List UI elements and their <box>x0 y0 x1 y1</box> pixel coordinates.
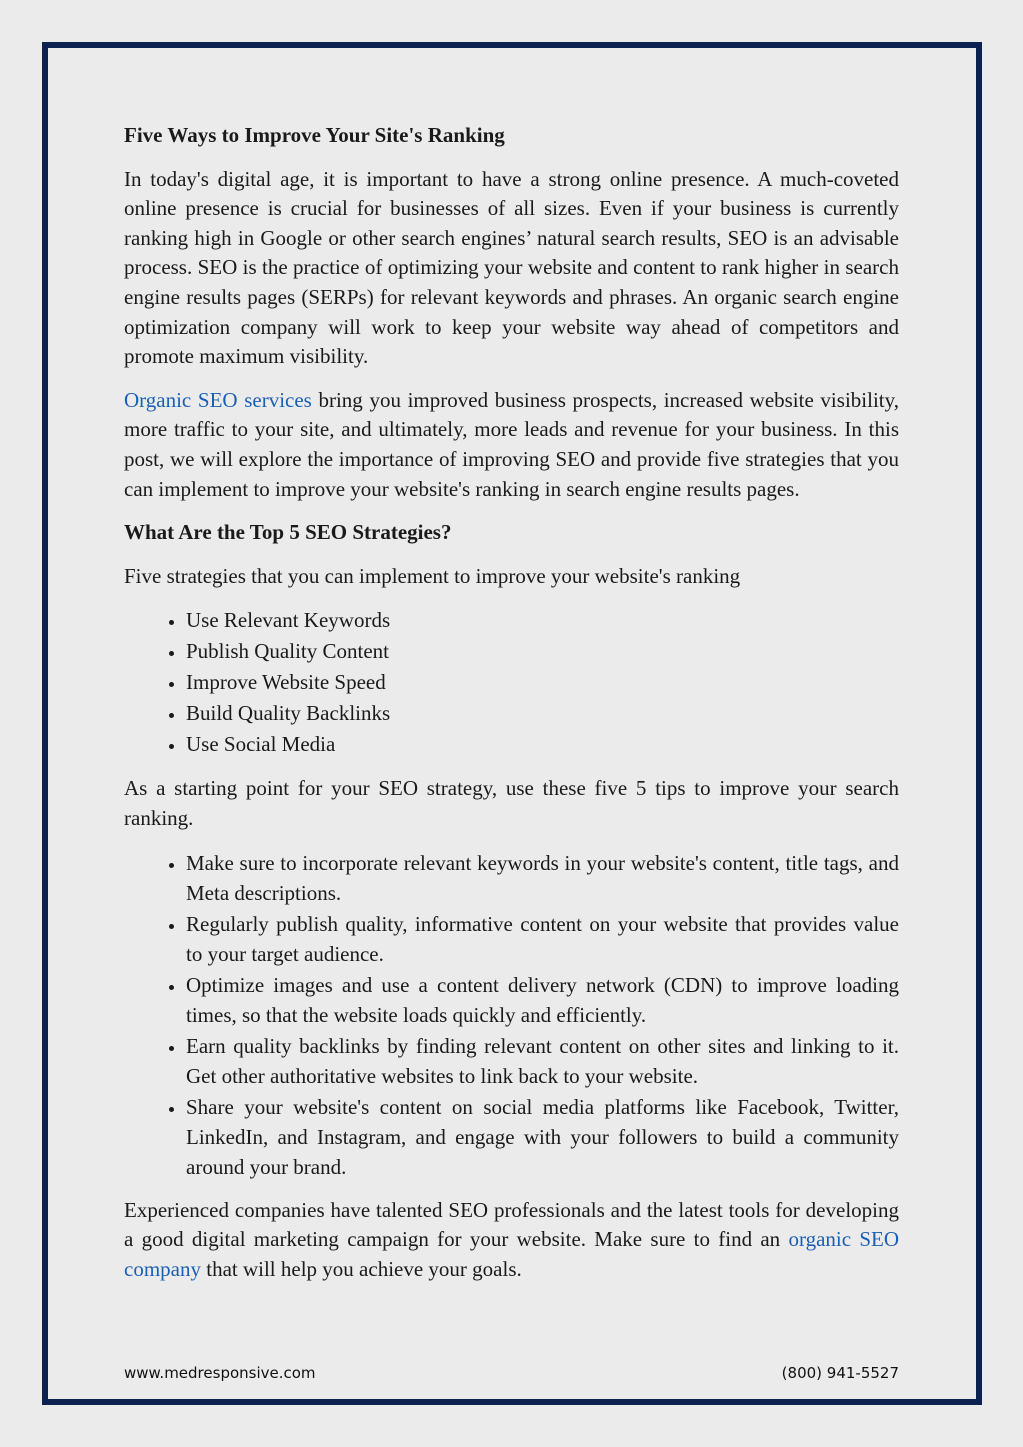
tips-intro: As a starting point for your SEO strategy, use these five 5 tips to improve your search ranking. <box>124 776 899 830</box>
page-footer <box>124 1364 899 1382</box>
article-title: Five Ways to Improve Your Site's Ranking <box>124 123 505 147</box>
list-item: • Earn quality backlinks by finding relevant content on other sites and linking to it. Get other authoritative websites to link back to your website. <box>186 1031 899 1091</box>
services-paragraph-text: bring you improved business prospects, increased website visibility, more traffic to your site, and ultimately, more leads and revenue for your business. In this post, we will explore the importance of improving SEO and provide five strategies that you can implement to improve your website's ranking in search engine results pages. <box>124 387 900 501</box>
closing-paragraph <box>124 1196 899 1285</box>
article-body <box>124 121 899 1298</box>
services-paragraph <box>124 386 899 504</box>
footer-phone: (800) 941-5527 <box>781 1364 899 1382</box>
list-item: • Regularly publish quality, informative content on your website that provides value to your target audience. <box>186 909 899 969</box>
list-item: • Share your website's content on social media platforms like Facebook, Twitter, LinkedIn, and Instagram, and engage with your followers to build a community around your brand. <box>186 1092 899 1182</box>
intro-paragraph: In today's digital age, it is important to have a strong online presence. A much-coveted online presence is crucial for businesses of all sizes. Even if your business is currently ranking high in Google or other search engines’ natural search results, SEO is an advisable process. SEO is the practice of optimizing your website and content to rank higher in search engine results pages (SERPs) for relevant keywords and phrases. An organic search engine optimization company will work to keep your website way ahead of competitors and promote maximum visibility. <box>124 166 899 369</box>
list-item: • Use Relevant Keywords <box>186 605 899 636</box>
strategies-intro: Five strategies that you can implement to improve your website's ranking <box>124 563 741 588</box>
footer-website: www.medresponsive.com <box>124 1364 316 1382</box>
list-item: • Build Quality Backlinks <box>186 698 899 729</box>
closing-text-end: that will help you achieve your goals. <box>200 1256 522 1281</box>
organic-seo-company-link[interactable]: organic SEO company <box>124 1227 899 1281</box>
list-item: • Use Social Media <box>186 729 899 760</box>
tips-list <box>124 848 899 1182</box>
closing-text-start: Experienced companies have talented SEO professionals and the latest tools for developing a good digital marketing campaign for your website. Make sure to find an <box>124 1197 899 1252</box>
section-heading: What Are the Top 5 SEO Strategies? <box>124 520 452 545</box>
strategies-list <box>124 605 899 760</box>
organic-seo-services-link[interactable]: Organic SEO services <box>124 387 312 412</box>
list-item: • Publish Quality Content <box>186 636 899 667</box>
list-item: • Optimize images and use a content delivery network (CDN) to improve loading times, so that the website loads quickly and efficiently. <box>186 970 899 1030</box>
list-item: • Improve Website Speed <box>186 667 899 698</box>
list-item: • Make sure to incorporate relevant keywords in your website's content, title tags, and Meta descriptions. <box>186 848 899 908</box>
